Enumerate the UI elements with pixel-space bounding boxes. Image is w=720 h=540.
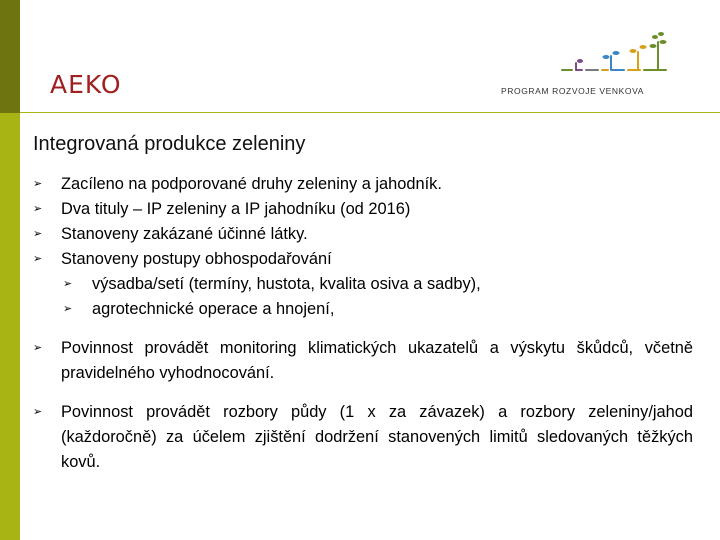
arrowhead-bullet-icon: ➢ <box>33 228 43 240</box>
bullet-text: Stanoveny postupy obhospodařování <box>61 250 332 268</box>
arrowhead-bullet-icon: ➢ <box>63 303 73 315</box>
header-divider <box>20 112 720 113</box>
bullet-item <box>33 400 693 475</box>
bullet-text: Povinnost provádět monitoring klimatických ukazatelů a výskytu škůdců, včetně pravidelného vyhodnocování. <box>61 339 693 382</box>
bullet-text: Dva tituly – IP zeleniny a IP jahodníku (od 2016) <box>61 200 411 218</box>
bullet-item <box>33 247 693 272</box>
bullet-item <box>33 222 693 247</box>
slide-title: Integrovaná produkce zeleniny <box>33 133 306 155</box>
arrowhead-bullet-icon: ➢ <box>33 203 43 215</box>
bullet-item <box>33 197 693 222</box>
arrowhead-bullet-icon: ➢ <box>63 278 73 290</box>
arrowhead-bullet-icon: ➢ <box>33 253 43 265</box>
bullet-text: Zacíleno na podporované druhy zeleniny a jahodník. <box>61 175 442 193</box>
org-name: AEKO <box>50 70 122 99</box>
bullet-item <box>33 172 693 197</box>
arrowhead-bullet-icon: ➢ <box>33 342 43 354</box>
sub-bullet-text: výsadba/setí (termíny, hustota, kvalita osiva a sadby), <box>92 275 481 293</box>
bullet-text: Povinnost provádět rozbory půdy (1 x za závazek) a rozbory zeleniny/jahod (každoročně) za účelem zjištění dodržení stanovených limitů sledovaných těžkých kovů. <box>61 403 693 471</box>
sub-bullet-item <box>33 272 693 297</box>
bullet-item <box>33 336 693 386</box>
program-logo-text: PROGRAM ROZVOJE VENKOVA <box>501 86 645 96</box>
bullet-text: Stanoveny zakázané účinné látky. <box>61 225 308 243</box>
sub-bullet-text: agrotechnické operace a hnojení, <box>92 300 335 318</box>
slide-content <box>33 172 693 475</box>
side-accent-bar-top <box>0 0 20 113</box>
arrowhead-bullet-icon: ➢ <box>33 178 43 190</box>
arrowhead-bullet-icon: ➢ <box>33 406 43 418</box>
sub-bullet-item <box>33 297 693 322</box>
side-accent-bar <box>0 0 20 540</box>
